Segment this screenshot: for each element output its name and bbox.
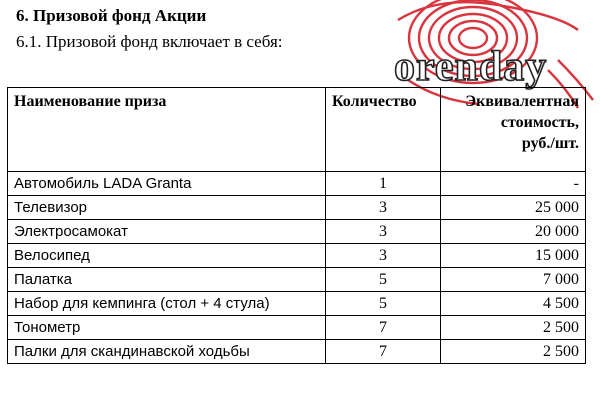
table-row — [8, 220, 586, 244]
prize-quantity-cell: 5 — [326, 268, 441, 292]
table-row — [8, 268, 586, 292]
table-row — [8, 196, 586, 220]
prize-price-cell: 7 000 — [441, 268, 586, 292]
table-row — [8, 172, 586, 196]
table-row — [8, 244, 586, 268]
prize-name-cell: Электросамокат — [8, 220, 326, 244]
table-row — [8, 340, 586, 364]
prize-price-cell: 2 500 — [441, 316, 586, 340]
table-row — [8, 316, 586, 340]
prize-table — [7, 87, 586, 364]
prize-quantity-cell: 3 — [326, 196, 441, 220]
header-price-line-2: стоимость, — [500, 114, 579, 131]
section-heading: 6. Призовой фонд Акции — [16, 6, 207, 25]
prize-price-cell: 25 000 — [441, 196, 586, 220]
prize-price-cell: 2 500 — [441, 340, 586, 364]
prize-name-cell: Набор для кемпинга (стол + 4 стула) — [8, 292, 326, 316]
header-prize-name: Наименование приза — [8, 88, 326, 172]
prize-price-cell: 4 500 — [441, 292, 586, 316]
prize-name-cell: Автомобиль LADA Granta — [8, 172, 326, 196]
logo-text: orenday — [394, 44, 548, 90]
prize-quantity-cell: 3 — [326, 244, 441, 268]
prize-quantity-cell: 1 — [326, 172, 441, 196]
header-quantity: Количество — [326, 88, 441, 172]
prize-quantity-cell: 7 — [326, 316, 441, 340]
prize-name-cell: Телевизор — [8, 196, 326, 220]
prize-quantity-cell: 3 — [326, 220, 441, 244]
prize-name-cell: Велосипед — [8, 244, 326, 268]
header-price — [441, 88, 586, 172]
table-row — [8, 292, 586, 316]
header-price-line-3: руб./шт. — [521, 135, 579, 152]
header-price-line-1: Эквивалентная — [465, 93, 579, 110]
prize-quantity-cell: 7 — [326, 340, 441, 364]
prize-name-cell: Тонометр — [8, 316, 326, 340]
prize-price-cell: - — [441, 172, 586, 196]
prize-price-cell: 20 000 — [441, 220, 586, 244]
section-subheading: 6.1. Призовой фонд включает в себя: — [16, 32, 283, 51]
prize-name-cell: Палки для скандинавской ходьбы — [8, 340, 326, 364]
table-header-row — [8, 88, 586, 172]
prize-quantity-cell: 5 — [326, 292, 441, 316]
prize-name-cell: Палатка — [8, 268, 326, 292]
prize-price-cell: 15 000 — [441, 244, 586, 268]
